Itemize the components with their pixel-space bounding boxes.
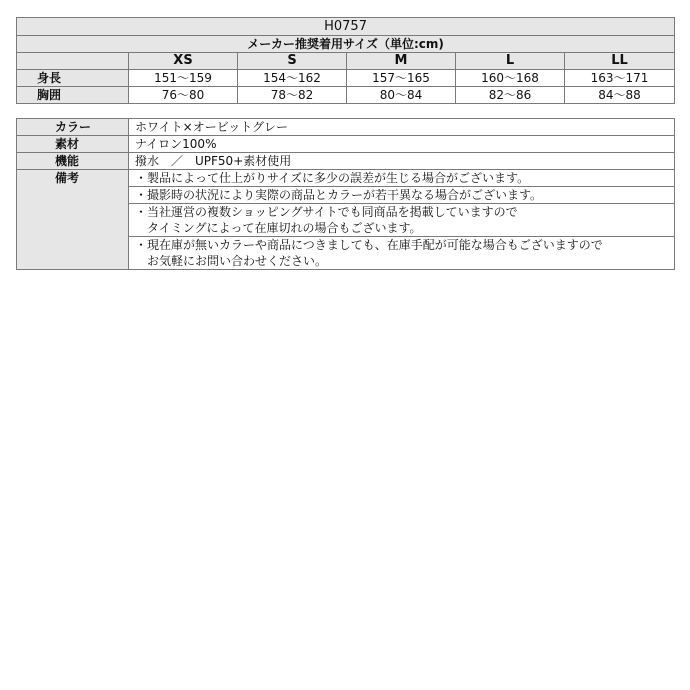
function-row <box>17 153 675 170</box>
color-row <box>17 119 675 136</box>
product-code: H0757 <box>17 18 675 36</box>
material-value: ナイロン100% <box>129 136 675 153</box>
material-row <box>17 136 675 153</box>
note-item: ・当社運営の複数ショッピングサイトでも同商品を掲載していますので タイミングによって在庫切れの場合もございます。 <box>129 204 675 237</box>
color-label: カラー <box>17 119 129 136</box>
height-s: 154～162 <box>238 70 347 87</box>
notes-label: 備考 <box>17 170 129 270</box>
size-header-m: M <box>347 53 456 70</box>
height-xs: 151～159 <box>129 70 238 87</box>
spec-table <box>16 118 675 270</box>
color-value: ホワイト×オービットグレー <box>129 119 675 136</box>
size-header-l: L <box>456 53 565 70</box>
height-l: 160～168 <box>456 70 565 87</box>
function-label: 機能 <box>17 153 129 170</box>
notes-row-1 <box>17 170 675 187</box>
function-value: 撥水 ／ UPF50+素材使用 <box>129 153 675 170</box>
note-item: ・撮影時の状況により実際の商品とカラーが若干異なる場合がございます。 <box>129 187 675 204</box>
note-item: ・製品によって仕上がりサイズに多少の誤差が生じる場合がございます。 <box>129 170 675 187</box>
size-table-subtitle-row <box>17 36 675 53</box>
size-header-row <box>17 53 675 70</box>
size-header-xs: XS <box>129 53 238 70</box>
height-row <box>17 70 675 87</box>
chest-l: 82～86 <box>456 87 565 104</box>
size-table <box>16 17 675 104</box>
size-header-s: S <box>238 53 347 70</box>
chest-s: 78～82 <box>238 87 347 104</box>
material-label: 素材 <box>17 136 129 153</box>
chest-ll: 84～88 <box>565 87 675 104</box>
chest-row <box>17 87 675 104</box>
size-table-title-row <box>17 18 675 36</box>
note-item: ・現在庫が無いカラーや商品につきましても、在庫手配が可能な場合もございますので お気軽にお問い合わせください。 <box>129 237 675 270</box>
chest-m: 80～84 <box>347 87 456 104</box>
height-label: 身長 <box>17 70 129 87</box>
size-header-ll: LL <box>565 53 675 70</box>
chest-xs: 76～80 <box>129 87 238 104</box>
size-table-subtitle: メーカー推奨着用サイズ（単位:cm) <box>17 36 675 53</box>
size-header-blank <box>17 53 129 70</box>
height-ll: 163～171 <box>565 70 675 87</box>
height-m: 157～165 <box>347 70 456 87</box>
chest-label: 胸囲 <box>17 87 129 104</box>
